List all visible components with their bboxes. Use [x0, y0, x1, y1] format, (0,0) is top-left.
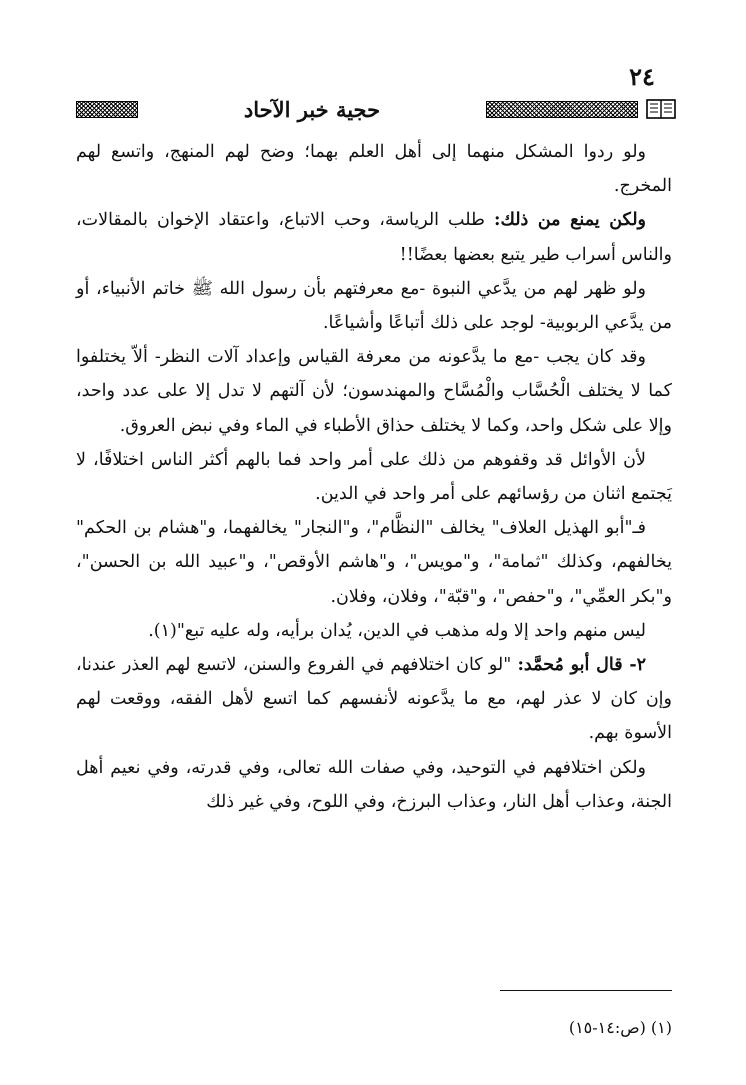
- open-book-icon: [646, 98, 676, 120]
- page-number: ٢٤: [629, 62, 655, 91]
- body-text: [76, 135, 672, 819]
- paragraph: [76, 443, 672, 511]
- paragraph-text: طلب الرياسة، وحب الاتباع، واعتقاد الإخوان بالمقالات، والناس أسراب طير يتبع بعضها بعضًا!!: [76, 210, 672, 265]
- paragraph: [76, 648, 672, 751]
- paragraph-text: لأن الأوائل قد وقفوهم من ذلك على أمر واحد فما بالهم أكثر الناس اختلافًا، لا يَجتمع اثنان من رؤسائهم على أمر واحد في الدين.: [76, 449, 672, 505]
- paragraph-text: وقد كان يجب -مع ما يدَّعونه من معرفة القياس وإعداد آلات النظر- ألاّ يختلفوا كما لا يختلف الْحُسَّاب والْمُسَّاح والمهندسون؛ لأن آلتهم لا تدل إلا على عدد واحد، وإلا على شكل واحد، وكما لا يختلف حذاق الأطباء في الماء وفي نبض العروق.: [76, 347, 672, 436]
- paragraph: [76, 340, 672, 443]
- paragraph-text: فـ"أبو الهذيل العلاف" يخالف "النظَّام"، و"النجار" يخالفهما، و"هشام بن الحكم" يخالفهم، وكذلك "ثمامة"، و"مويس"، و"هاشم الأوقص"، و"عبيد الله بن الحسن"، و"بكر العمِّي"، و"حفص"، و"قبّة"، وفلان، وفلان.: [76, 518, 672, 607]
- paragraph-lead: ٢- قال أبو مُحمَّد:: [517, 655, 646, 676]
- paragraph: [76, 135, 672, 203]
- paragraph: [76, 203, 672, 271]
- paragraph: [76, 511, 672, 614]
- paragraph: [76, 751, 672, 819]
- paragraph: [76, 272, 672, 340]
- running-header: [70, 95, 676, 123]
- header-ornament-left: [76, 101, 138, 118]
- paragraph-text: ولو ظهر لهم من يدَّعي النبوة -مع معرفتهم بأن رسول الله ﷺ خاتم الأنبياء، أو من يدَّعي الربوبية- لوجد على ذلك أتباعًا وأشياعًا.: [76, 278, 672, 334]
- paragraph-text: "لو كان اختلافهم في الفروع والسنن، لاتسع لهم العذر عندنا، وإن كان لا عذر لهم، مع ما يدَّعونه لأنفسهم كما اتسع لأهل الفقه، ووقعت لهم الأسوة بهم.: [76, 655, 672, 744]
- header-ornament-right: [486, 101, 638, 118]
- footnote: (١) (ص:١٤-١٥): [568, 1018, 672, 1037]
- paragraph-lead: ولكن يمنع من ذلك:: [493, 210, 646, 231]
- paragraph-text: ولو ردوا المشكل منهما إلى أهل العلم بهما؛ وضح لهم المنهج، واتسع لهم المخرج.: [76, 142, 672, 197]
- running-title: حجية خبر الآحاد: [243, 96, 381, 122]
- footnote-divider: [500, 990, 672, 991]
- paragraph-text: ولكن اختلافهم في التوحيد، وفي صفات الله تعالى، وفي قدرته، وفي نعيم أهل الجنة، وعذاب أهل النار، وعذاب البرزخ، وفي اللوح، وفي غير ذلك: [76, 757, 672, 812]
- paragraph-text: ليس منهم واحد إلا وله مذهب في الدين، يُدان برأيه، وله عليه تبع"(١).: [148, 620, 646, 641]
- paragraph: [76, 614, 672, 648]
